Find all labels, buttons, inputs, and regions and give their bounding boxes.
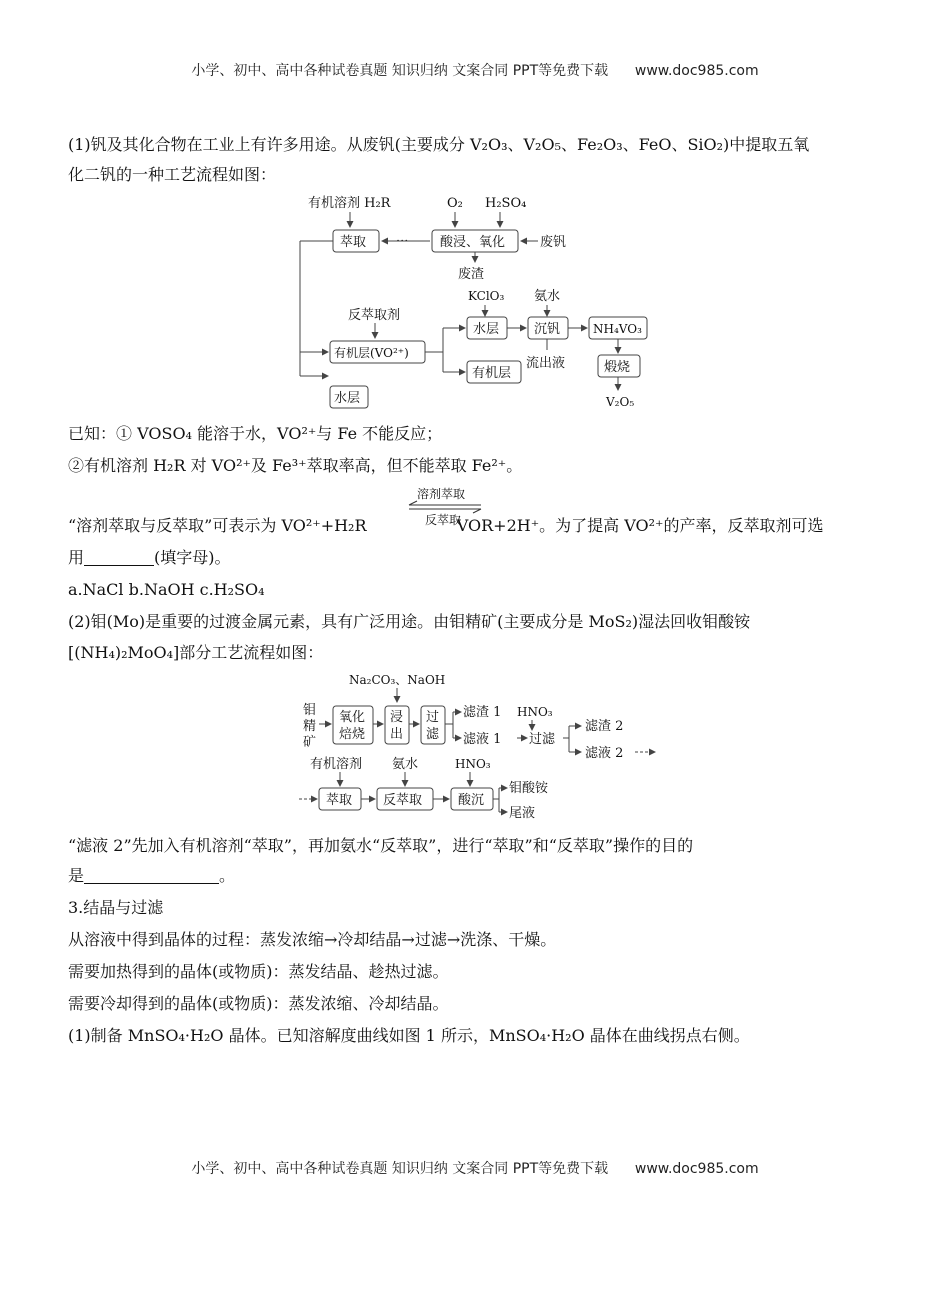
f2-hno3: HNO₃ — [517, 705, 553, 719]
section3-line4: (1)制备 MnSO₄·H₂O 晶体。已知溶解度曲线如图 1 所示，MnSO₄·H₂O 晶体在曲线拐点右侧。 — [68, 1026, 750, 1045]
q2-question-line2: 是 。 — [68, 866, 236, 885]
answer-blank-2[interactable] — [84, 867, 219, 884]
svg-text:过滤: 过滤 — [426, 710, 440, 742]
page-footer: 小学、初中、高中各种试卷真题 知识归纳 文案合同 PPT等免费下载 www.doc985.com — [191, 1161, 759, 1177]
f1-input-waste: 废钒 — [540, 235, 567, 250]
f2-ammonia: 氨水 — [392, 757, 419, 772]
f2-hno3-2: HNO₃ — [455, 757, 491, 771]
section3-title: 3.结晶与过滤 — [68, 898, 164, 917]
svg-text:有机层: 有机层 — [472, 366, 512, 381]
q1-answer-line: 用 (填字母)。 — [68, 548, 231, 567]
q1-line1: (1)钒及其化合物在工业上有许多用途。从废钒(主要成分 V₂O₃、V₂O₅、Fe₂O₃、FeO、SiO₂)中提取五氧 — [68, 135, 810, 154]
f1-back-extractant: 反萃取剂 — [348, 308, 401, 323]
header-link[interactable]: www.doc985.com — [634, 63, 759, 79]
eq-bottom-label: 反萃取 — [425, 513, 462, 527]
f1-ammonia: 氨水 — [534, 289, 561, 304]
q2-question-line1: “滤液 2”先加入有机溶剂“萃取”，再加氨水“反萃取”，进行“萃取”和“反萃取”操作的目的 — [68, 836, 694, 855]
svg-text:煅烧: 煅烧 — [604, 360, 631, 375]
page-header: 小学、初中、高中各种试卷真题 知识归纳 文案合同 PPT等免费下载 www.doc985.com — [191, 63, 759, 79]
f2-residue2: 滤渣 2 — [585, 719, 624, 734]
f1-v2o5: V₂O₅ — [606, 395, 635, 409]
f2-tail: 尾液 — [509, 806, 536, 821]
f2-organic: 有机溶剂 — [310, 757, 363, 772]
f1-o2: O₂ — [447, 196, 463, 211]
f2-residue1: 滤渣 1 — [463, 705, 502, 720]
svg-text:酸沉: 酸沉 — [458, 793, 485, 808]
f2-product: 钼酸铵 — [509, 781, 549, 796]
section3-line1: 从溶液中得到晶体的过程：蒸发浓缩→冷却结晶→过滤→洗涤、干燥。 — [68, 930, 557, 949]
svg-text:氧化焙烧: 氧化焙烧 — [339, 710, 366, 742]
flow-diagram-2 — [295, 668, 675, 828]
f2-ore: 钼精矿 — [303, 703, 317, 750]
section3-line3: 需要冷却得到的晶体(或物质)：蒸发浓缩、冷却结晶。 — [68, 994, 449, 1013]
q1-known2: ②有机溶剂 H₂R 对 VO²⁺及 Fe³⁺萃取率高，但不能萃取 Fe²⁺。 — [68, 456, 523, 475]
svg-text:萃取: 萃取 — [326, 793, 353, 808]
f1-kclo3: KClO₃ — [468, 289, 505, 303]
svg-text:浸出: 浸出 — [390, 710, 404, 742]
f1-dots: ··· — [396, 234, 409, 249]
f2-filter-step: 过滤 — [529, 732, 556, 747]
f1-effluent: 流出液 — [526, 356, 566, 371]
footer-link[interactable]: www.doc985.com — [634, 1161, 759, 1177]
q1-options: a.NaCl b.NaOH c.H₂SO₄ — [68, 580, 265, 599]
q1-equation: “溶剂萃取与反萃取”可表示为 VO²⁺+H₂R VOR+2H⁺。为了提高 VO²⁺的产率，反萃取剂可选 — [68, 516, 824, 535]
reversible-arrow — [405, 484, 485, 532]
svg-text:反萃取: 反萃取 — [383, 793, 423, 808]
f2-reagents-top: Na₂CO₃、NaOH — [349, 673, 446, 687]
q2-line2: [(NH₄)₂MoO₄]部分工艺流程如图： — [68, 643, 324, 662]
svg-text:水层: 水层 — [334, 391, 361, 406]
svg-text:沉钒: 沉钒 — [534, 322, 561, 337]
svg-text:酸浸、氧化: 酸浸、氧化 — [440, 235, 506, 250]
svg-text:NH₄VO₃: NH₄VO₃ — [593, 322, 642, 336]
q1-line2: 化二钒的一种工艺流程如图： — [68, 165, 277, 184]
f1-h2so4: H₂SO₄ — [485, 196, 527, 211]
section3-line2: 需要加热得到的晶体(或物质)：蒸发结晶、趁热过滤。 — [68, 962, 449, 981]
svg-text:萃取: 萃取 — [340, 235, 367, 250]
svg-text:水层: 水层 — [473, 322, 500, 337]
q2-line1: (2)钼(Mo)是重要的过渡金属元素，具有广泛用途。由钼精矿(主要成分是 MoS₂)湿法回收钼酸铵 — [68, 612, 751, 631]
eq-top-label: 溶剂萃取 — [417, 487, 466, 501]
f1-reagent-organic: 有机溶剂 H₂R — [308, 196, 391, 211]
svg-text:有机层(VO²⁺): 有机层(VO²⁺) — [334, 346, 409, 360]
f2-filtrate1: 滤液 1 — [463, 732, 502, 747]
q1-known1: 已知：① VOSO₄ 能溶于水，VO²⁺与 Fe 不能反应； — [68, 424, 443, 443]
f1-waste-residue: 废渣 — [458, 267, 485, 282]
flow-diagram-1 — [280, 190, 680, 415]
f2-filtrate2: 滤液 2 — [585, 746, 624, 761]
answer-blank-1[interactable] — [84, 549, 154, 566]
